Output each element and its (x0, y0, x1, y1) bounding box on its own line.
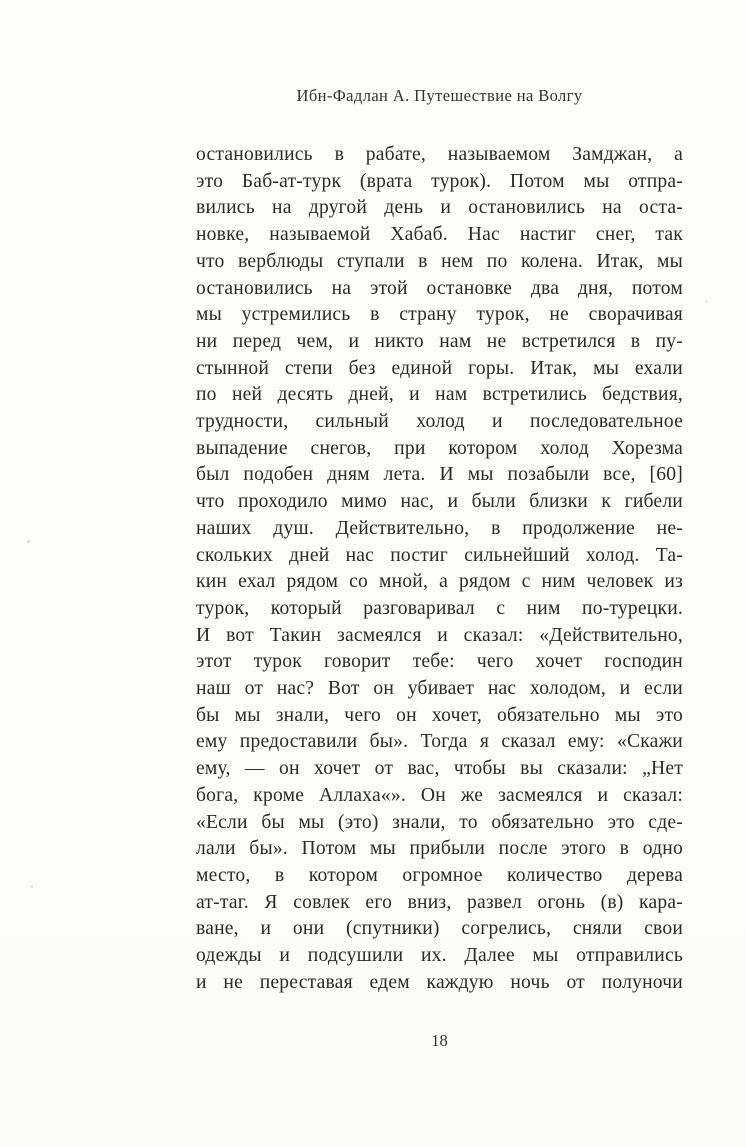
body-line: ему, — он хочет от вас, чтобы вы сказали: „Нет (196, 758, 683, 780)
body-line: турок, который разговаривал с ним по-турецки. (196, 597, 683, 619)
body-line: вились на другой день и остановились на оста- (196, 197, 683, 219)
content-column (196, 0, 683, 1147)
body-line: стынной степи без единой горы. Итак, мы ехали (196, 357, 683, 379)
page-number: 18 (431, 1031, 448, 1050)
body-line: место, в котором огромное количество дерева (196, 864, 683, 886)
body-line: ат-таг. Я совлек его вниз, развел огонь (в) кара- (196, 891, 683, 913)
body-line: скольких дней нас постиг сильнейший холод. Та- (196, 544, 683, 566)
body-line: это Баб-ат-турк (врата турок). Потом мы отпра- (196, 170, 683, 192)
body-line: лали бы». Потом мы прибыли после этого в одно (196, 838, 683, 860)
body-line: И вот Такин засмеялся и сказал: «Действительно, (196, 624, 683, 646)
body-line: и не переставая едем каждую ночь от полуночи (196, 971, 683, 993)
body-line: бога, кроме Аллаха«». Он же засмеялся и сказал: (196, 784, 683, 806)
scan-speck (30, 885, 33, 888)
body-line: этот турок говорит тебе: чего хочет господин (196, 651, 683, 673)
body-line: что проходило мимо нас, и были близки к гибели (196, 491, 683, 513)
body-line: новке, называемой Хабаб. Нас настиг снег, так (196, 224, 683, 246)
body-line: ему предоставили бы». Тогда я сказал ему: «Скажи (196, 731, 683, 753)
scan-speck (27, 540, 30, 543)
body-text (196, 142, 683, 997)
body-line: бы мы знали, чего он хочет, обязательно мы это (196, 704, 683, 726)
body-line: ване, и они (спутники) согрелись, сняли свои (196, 918, 683, 940)
body-line: остановились на этой остановке два дня, потом (196, 277, 683, 299)
body-line: наш от нас? Вот он убивает нас холодом, и если (196, 678, 683, 700)
body-line: мы устремились в страну турок, не сворачивая (196, 304, 683, 326)
body-line: что верблюды ступали в нем по колена. Итак, мы (196, 250, 683, 272)
body-line: по ней десять дней, и нам встретились бедствия, (196, 384, 683, 406)
body-line: «Если бы мы (это) знали, то обязательно это сде- (196, 811, 683, 833)
body-line: ни перед чем, и никто нам не встретился в пу- (196, 330, 683, 352)
body-line: кин ехал рядом со мной, а рядом с ним человек из (196, 571, 683, 593)
scan-speck (705, 300, 708, 303)
body-line: выпадение снегов, при котором холод Хорезма (196, 437, 683, 459)
body-line: наших душ. Действительно, в продолжение не- (196, 517, 683, 539)
body-line: был подобен дням лета. И мы позабыли все, [60] (196, 464, 683, 486)
body-line: одежды и подсушили их. Далее мы отправились (196, 945, 683, 967)
body-line: остановились в рабате, называемом Замджан, а (196, 144, 683, 165)
running-header: Ибн-Фадлан А. Путешествие на Волгу (296, 86, 583, 105)
body-line: трудности, сильный холод и последовательное (196, 411, 683, 433)
